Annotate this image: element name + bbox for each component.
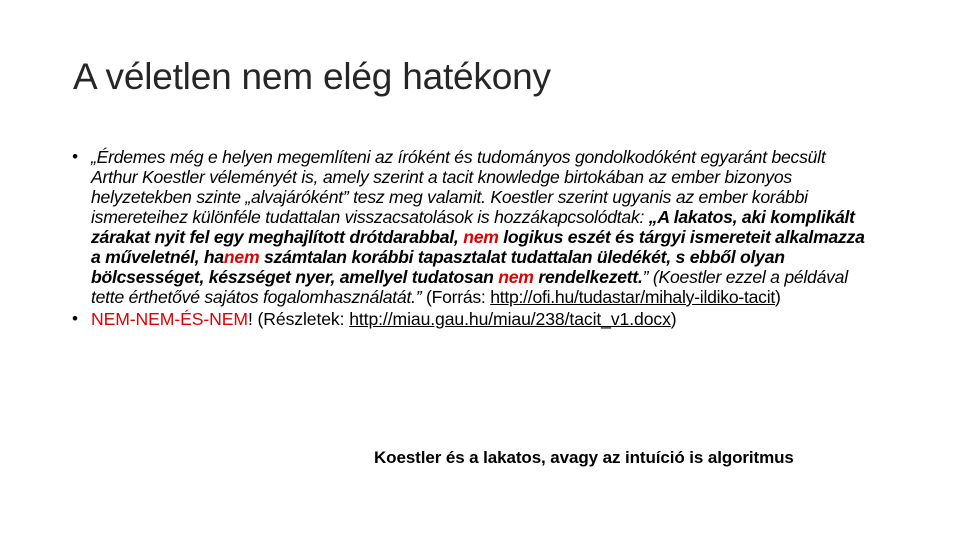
quote-intro: „Érdemes még e helyen megemlíteni az íróként és tudományos gondolkodóként egyaránt becsült Arthur Koestler véleményét is, amely szerint a tacit knowledge birtokában az ember bizonyos helyzetekben szinte „alvajáróként” tesz meg valamit. Koestler szerint ugyanis az ember korábbi ismereteihez különféle tudattalan visszacsatolások is hozzákapcsolódtak:: [91, 147, 826, 227]
slide-title: A véletlen nem elég hatékony: [73, 56, 551, 97]
details-suffix: ): [670, 309, 677, 329]
bullet-list: [72, 147, 872, 329]
source-suffix: ): [775, 287, 781, 307]
quote-after: ” (Koestler ezzel a példával tette érthetővé sajátos fogalomhasználatát.”: [91, 267, 848, 307]
source-link[interactable]: http://ofi.hu/tudastar/mihaly-ildiko-tacit: [490, 287, 776, 307]
bullet-symbol: •: [72, 147, 78, 166]
bullet-symbol: •: [72, 309, 78, 328]
bullet-item-quote: [72, 147, 872, 307]
details-prefix: ! (Részletek:: [247, 309, 350, 329]
details-link[interactable]: http://miau.gau.hu/miau/238/tacit_v1.docx: [349, 309, 671, 329]
quote-bold-4: rendelkezett.: [533, 267, 643, 287]
quote-bold-1: „A lakatos, aki komplikált zárakat nyit fel egy meghajlított drótdarabbal,: [91, 207, 855, 247]
source-prefix: (Forrás:: [425, 287, 491, 307]
quote-nem-1: nem: [463, 227, 499, 247]
quote-nem-3: nem: [498, 267, 534, 287]
quote-bold-3: számtalan korábbi tapasztalat tudattalan üledékét, s ebből olyan bölcsességet, készséget nyer, amellyel tudatosan: [91, 247, 785, 287]
bullet-item-nem: [72, 309, 872, 329]
quote-nem-2: nem: [223, 247, 260, 267]
nem-nem-es-nem-text: NEM-NEM-ÉS-NEM: [91, 309, 248, 329]
slide-caption: Koestler és a lakatos, avagy az intuíció is algoritmus: [374, 448, 794, 467]
quote-bold-2: logikus eszét és tárgyi ismereteit alkalmazza a műveletnél, ha: [91, 227, 865, 267]
